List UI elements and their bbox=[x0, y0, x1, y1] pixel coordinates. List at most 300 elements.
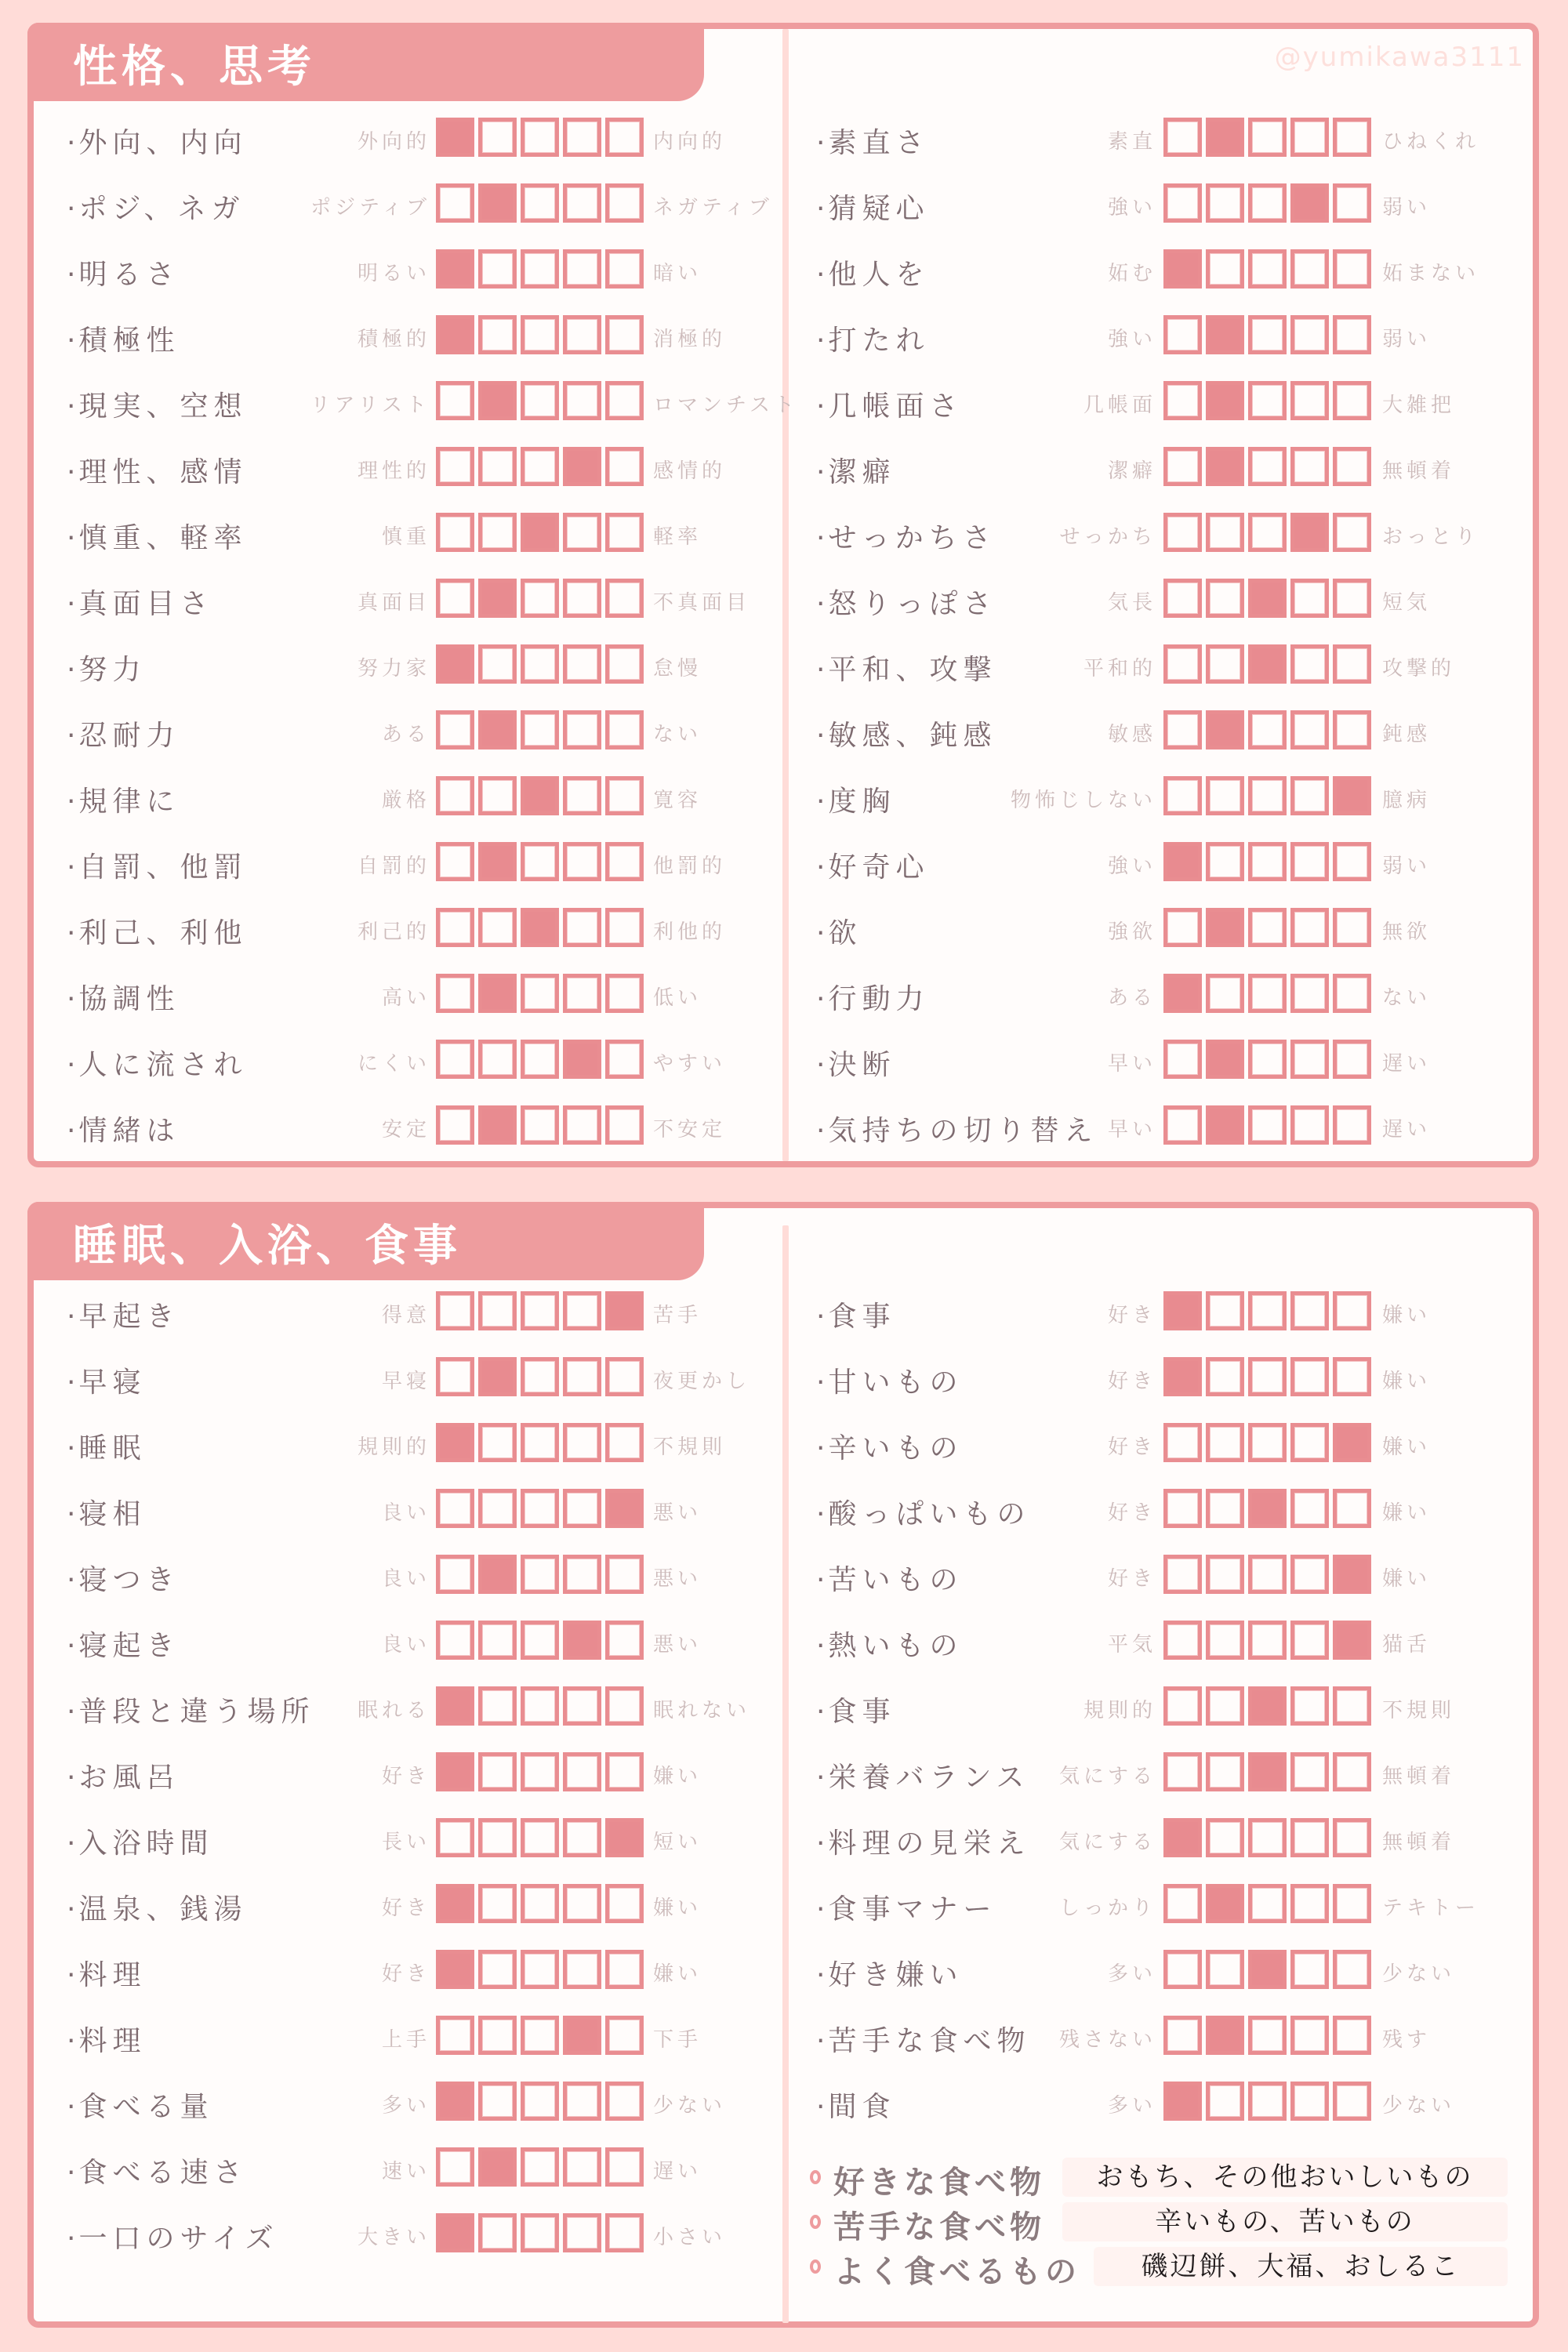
rating-box[interactable] bbox=[605, 1621, 644, 1660]
rating-box[interactable] bbox=[478, 249, 517, 289]
rating-box[interactable] bbox=[1290, 447, 1329, 486]
rating-box[interactable] bbox=[1248, 908, 1287, 947]
rating-box[interactable] bbox=[1290, 1040, 1329, 1079]
rating-box-selected[interactable] bbox=[1163, 1818, 1202, 1857]
rating-box[interactable] bbox=[1290, 1357, 1329, 1396]
rating-box[interactable] bbox=[1206, 1621, 1244, 1660]
rating-box[interactable] bbox=[1248, 315, 1287, 354]
rating-box[interactable] bbox=[436, 447, 474, 486]
rating-box-selected[interactable] bbox=[478, 1555, 517, 1594]
rating-box[interactable] bbox=[478, 2082, 517, 2121]
rating-box[interactable] bbox=[436, 381, 474, 420]
rating-box-selected[interactable] bbox=[1290, 513, 1329, 552]
rating-box[interactable] bbox=[1163, 1105, 1202, 1145]
rating-box[interactable] bbox=[563, 513, 601, 552]
rating-box[interactable] bbox=[1163, 1489, 1202, 1528]
rating-box[interactable] bbox=[1248, 2082, 1287, 2121]
rating-box-selected[interactable] bbox=[1333, 1555, 1371, 1594]
rating-box[interactable] bbox=[1206, 1818, 1244, 1857]
rating-box[interactable] bbox=[563, 1818, 601, 1857]
rating-box[interactable] bbox=[1290, 1686, 1329, 1726]
rating-box-selected[interactable] bbox=[436, 249, 474, 289]
rating-box[interactable] bbox=[1163, 315, 1202, 354]
rating-box[interactable] bbox=[478, 776, 517, 815]
rating-box-selected[interactable] bbox=[563, 1621, 601, 1660]
rating-box[interactable] bbox=[1248, 842, 1287, 881]
rating-box-selected[interactable] bbox=[1248, 579, 1287, 618]
rating-box-selected[interactable] bbox=[478, 974, 517, 1013]
rating-box[interactable] bbox=[605, 513, 644, 552]
rating-box[interactable] bbox=[478, 1752, 517, 1791]
rating-box[interactable] bbox=[436, 842, 474, 881]
rating-box[interactable] bbox=[605, 2147, 644, 2187]
rating-box[interactable] bbox=[521, 1291, 559, 1330]
rating-box[interactable] bbox=[1290, 315, 1329, 354]
rating-box[interactable] bbox=[521, 2016, 559, 2055]
rating-box-selected[interactable] bbox=[521, 908, 559, 947]
rating-box-selected[interactable] bbox=[478, 710, 517, 750]
rating-box[interactable] bbox=[521, 183, 559, 223]
rating-box[interactable] bbox=[1206, 579, 1244, 618]
rating-box[interactable] bbox=[1163, 118, 1202, 157]
rating-box[interactable] bbox=[521, 579, 559, 618]
rating-box-selected[interactable] bbox=[563, 447, 601, 486]
rating-box[interactable] bbox=[1333, 579, 1371, 618]
rating-box[interactable] bbox=[605, 1950, 644, 1989]
rating-box[interactable] bbox=[605, 1357, 644, 1396]
rating-box[interactable] bbox=[1290, 908, 1329, 947]
rating-box[interactable] bbox=[1248, 1291, 1287, 1330]
rating-box[interactable] bbox=[563, 579, 601, 618]
rating-box[interactable] bbox=[563, 1950, 601, 1989]
rating-box[interactable] bbox=[563, 1752, 601, 1791]
rating-box[interactable] bbox=[563, 1105, 601, 1145]
rating-box-selected[interactable] bbox=[605, 1291, 644, 1330]
rating-box-selected[interactable] bbox=[478, 1105, 517, 1145]
rating-box[interactable] bbox=[1290, 2082, 1329, 2121]
rating-box[interactable] bbox=[1333, 644, 1371, 684]
rating-box[interactable] bbox=[521, 1489, 559, 1528]
rating-box[interactable] bbox=[1206, 1752, 1244, 1791]
rating-box[interactable] bbox=[436, 1818, 474, 1857]
rating-box-selected[interactable] bbox=[478, 579, 517, 618]
rating-box[interactable] bbox=[563, 183, 601, 223]
rating-box[interactable] bbox=[478, 1489, 517, 1528]
rating-box[interactable] bbox=[521, 1686, 559, 1726]
rating-box[interactable] bbox=[1206, 183, 1244, 223]
rating-box[interactable] bbox=[1333, 1884, 1371, 1923]
rating-box[interactable] bbox=[521, 249, 559, 289]
rating-box[interactable] bbox=[436, 513, 474, 552]
rating-box[interactable] bbox=[478, 513, 517, 552]
rating-box[interactable] bbox=[605, 2082, 644, 2121]
rating-box[interactable] bbox=[1248, 776, 1287, 815]
rating-box[interactable] bbox=[1290, 1105, 1329, 1145]
rating-box[interactable] bbox=[563, 118, 601, 157]
rating-box[interactable] bbox=[1206, 1686, 1244, 1726]
rating-box[interactable] bbox=[478, 1884, 517, 1923]
rating-box[interactable] bbox=[1290, 579, 1329, 618]
rating-box[interactable] bbox=[436, 908, 474, 947]
rating-box[interactable] bbox=[1248, 1818, 1287, 1857]
rating-box-selected[interactable] bbox=[1206, 1105, 1244, 1145]
rating-box[interactable] bbox=[1333, 974, 1371, 1013]
rating-box[interactable] bbox=[521, 2082, 559, 2121]
rating-box[interactable] bbox=[478, 1950, 517, 1989]
rating-box[interactable] bbox=[1163, 183, 1202, 223]
rating-box[interactable] bbox=[1248, 1357, 1287, 1396]
rating-box[interactable] bbox=[1333, 842, 1371, 881]
rating-box-selected[interactable] bbox=[1248, 1752, 1287, 1791]
rating-box[interactable] bbox=[436, 183, 474, 223]
rating-box[interactable] bbox=[1248, 183, 1287, 223]
rating-box[interactable] bbox=[563, 315, 601, 354]
rating-box[interactable] bbox=[1248, 513, 1287, 552]
rating-box[interactable] bbox=[521, 1105, 559, 1145]
rating-box[interactable] bbox=[1333, 315, 1371, 354]
rating-box-selected[interactable] bbox=[563, 2016, 601, 2055]
rating-box[interactable] bbox=[1290, 1423, 1329, 1462]
rating-box[interactable] bbox=[563, 1357, 601, 1396]
rating-box-selected[interactable] bbox=[436, 1752, 474, 1791]
rating-box-selected[interactable] bbox=[1248, 1950, 1287, 1989]
rating-box[interactable] bbox=[436, 579, 474, 618]
rating-box[interactable] bbox=[1248, 1884, 1287, 1923]
rating-box[interactable] bbox=[521, 315, 559, 354]
rating-box[interactable] bbox=[1206, 644, 1244, 684]
rating-box[interactable] bbox=[1290, 2016, 1329, 2055]
rating-box[interactable] bbox=[521, 644, 559, 684]
rating-box[interactable] bbox=[1248, 1105, 1287, 1145]
rating-box[interactable] bbox=[605, 2016, 644, 2055]
rating-box-selected[interactable] bbox=[478, 183, 517, 223]
rating-box[interactable] bbox=[1290, 1884, 1329, 1923]
rating-box[interactable] bbox=[605, 315, 644, 354]
rating-box[interactable] bbox=[1163, 908, 1202, 947]
rating-box[interactable] bbox=[1290, 644, 1329, 684]
rating-box[interactable] bbox=[521, 381, 559, 420]
rating-box[interactable] bbox=[1290, 1752, 1329, 1791]
rating-box[interactable] bbox=[605, 1423, 644, 1462]
rating-box[interactable] bbox=[1163, 513, 1202, 552]
rating-box-selected[interactable] bbox=[1248, 1489, 1287, 1528]
rating-box[interactable] bbox=[1163, 776, 1202, 815]
rating-box-selected[interactable] bbox=[478, 2147, 517, 2187]
rating-box-selected[interactable] bbox=[1333, 1423, 1371, 1462]
rating-box[interactable] bbox=[1248, 974, 1287, 1013]
rating-box[interactable] bbox=[521, 974, 559, 1013]
rating-box[interactable] bbox=[1333, 1105, 1371, 1145]
rating-box[interactable] bbox=[478, 2016, 517, 2055]
rating-box[interactable] bbox=[1333, 249, 1371, 289]
rating-box-selected[interactable] bbox=[1248, 1686, 1287, 1726]
rating-box[interactable] bbox=[1163, 381, 1202, 420]
rating-box-selected[interactable] bbox=[436, 1884, 474, 1923]
rating-box[interactable] bbox=[1290, 1621, 1329, 1660]
rating-box[interactable] bbox=[436, 1621, 474, 1660]
rating-box[interactable] bbox=[521, 2147, 559, 2187]
rating-box[interactable] bbox=[521, 1423, 559, 1462]
rating-box[interactable] bbox=[521, 118, 559, 157]
rating-box-selected[interactable] bbox=[1163, 2082, 1202, 2121]
rating-box[interactable] bbox=[1290, 118, 1329, 157]
rating-box[interactable] bbox=[436, 2147, 474, 2187]
rating-box[interactable] bbox=[563, 1489, 601, 1528]
rating-box[interactable] bbox=[1206, 1291, 1244, 1330]
rating-box[interactable] bbox=[1206, 842, 1244, 881]
rating-box[interactable] bbox=[1333, 118, 1371, 157]
rating-box-selected[interactable] bbox=[1206, 118, 1244, 157]
rating-box[interactable] bbox=[1206, 1555, 1244, 1594]
rating-box[interactable] bbox=[521, 1884, 559, 1923]
rating-box-selected[interactable] bbox=[1163, 249, 1202, 289]
rating-box-selected[interactable] bbox=[1163, 974, 1202, 1013]
rating-box-selected[interactable] bbox=[1163, 1357, 1202, 1396]
rating-box[interactable] bbox=[605, 776, 644, 815]
rating-box[interactable] bbox=[1163, 2016, 1202, 2055]
rating-box[interactable] bbox=[1333, 381, 1371, 420]
rating-box[interactable] bbox=[1206, 1357, 1244, 1396]
rating-box[interactable] bbox=[436, 710, 474, 750]
rating-box[interactable] bbox=[1163, 1686, 1202, 1726]
rating-box[interactable] bbox=[605, 1555, 644, 1594]
rating-box[interactable] bbox=[521, 1357, 559, 1396]
rating-box[interactable] bbox=[1163, 1555, 1202, 1594]
rating-box[interactable] bbox=[1333, 1950, 1371, 1989]
rating-box[interactable] bbox=[1206, 513, 1244, 552]
rating-box[interactable] bbox=[478, 1423, 517, 1462]
rating-box[interactable] bbox=[605, 2213, 644, 2252]
rating-box[interactable] bbox=[563, 1555, 601, 1594]
rating-box-selected[interactable] bbox=[1206, 710, 1244, 750]
rating-box[interactable] bbox=[521, 447, 559, 486]
rating-box-selected[interactable] bbox=[1206, 908, 1244, 947]
rating-box[interactable] bbox=[478, 1818, 517, 1857]
rating-box[interactable] bbox=[1163, 1423, 1202, 1462]
rating-box[interactable] bbox=[563, 644, 601, 684]
rating-box[interactable] bbox=[436, 1555, 474, 1594]
rating-box[interactable] bbox=[1248, 118, 1287, 157]
rating-box-selected[interactable] bbox=[1333, 1621, 1371, 1660]
rating-box[interactable] bbox=[1333, 1357, 1371, 1396]
rating-box[interactable] bbox=[478, 644, 517, 684]
rating-box[interactable] bbox=[521, 1950, 559, 1989]
rating-box[interactable] bbox=[1333, 2016, 1371, 2055]
rating-box[interactable] bbox=[436, 776, 474, 815]
rating-box[interactable] bbox=[1206, 2082, 1244, 2121]
rating-box[interactable] bbox=[563, 842, 601, 881]
rating-box[interactable] bbox=[436, 1489, 474, 1528]
rating-box[interactable] bbox=[605, 447, 644, 486]
rating-box[interactable] bbox=[436, 1357, 474, 1396]
rating-box-selected[interactable] bbox=[436, 315, 474, 354]
rating-box-selected[interactable] bbox=[1290, 183, 1329, 223]
rating-box[interactable] bbox=[563, 1423, 601, 1462]
rating-box-selected[interactable] bbox=[436, 2213, 474, 2252]
rating-box[interactable] bbox=[563, 776, 601, 815]
rating-box[interactable] bbox=[1290, 1291, 1329, 1330]
rating-box[interactable] bbox=[563, 2082, 601, 2121]
rating-box[interactable] bbox=[1248, 1555, 1287, 1594]
rating-box[interactable] bbox=[1333, 1291, 1371, 1330]
rating-box[interactable] bbox=[478, 1621, 517, 1660]
rating-box[interactable] bbox=[1333, 908, 1371, 947]
rating-box-selected[interactable] bbox=[436, 118, 474, 157]
rating-box[interactable] bbox=[1163, 447, 1202, 486]
rating-box-selected[interactable] bbox=[521, 513, 559, 552]
rating-box[interactable] bbox=[521, 1555, 559, 1594]
rating-box[interactable] bbox=[1290, 1818, 1329, 1857]
rating-box[interactable] bbox=[1290, 249, 1329, 289]
rating-box[interactable] bbox=[1290, 776, 1329, 815]
rating-box[interactable] bbox=[1248, 1423, 1287, 1462]
rating-box-selected[interactable] bbox=[436, 1950, 474, 1989]
rating-box[interactable] bbox=[605, 249, 644, 289]
rating-box[interactable] bbox=[1290, 842, 1329, 881]
rating-box[interactable] bbox=[1333, 513, 1371, 552]
rating-box[interactable] bbox=[1333, 1489, 1371, 1528]
rating-box[interactable] bbox=[1333, 710, 1371, 750]
rating-box-selected[interactable] bbox=[1248, 644, 1287, 684]
rating-box[interactable] bbox=[563, 1884, 601, 1923]
rating-box[interactable] bbox=[436, 2016, 474, 2055]
rating-box-selected[interactable] bbox=[563, 1040, 601, 1079]
rating-box[interactable] bbox=[1163, 1752, 1202, 1791]
rating-box[interactable] bbox=[1248, 1040, 1287, 1079]
rating-box[interactable] bbox=[605, 908, 644, 947]
rating-box[interactable] bbox=[1206, 1489, 1244, 1528]
rating-box-selected[interactable] bbox=[1206, 1884, 1244, 1923]
rating-box[interactable] bbox=[1290, 381, 1329, 420]
rating-box[interactable] bbox=[1163, 1950, 1202, 1989]
rating-box[interactable] bbox=[1206, 1423, 1244, 1462]
rating-box-selected[interactable] bbox=[521, 776, 559, 815]
rating-box[interactable] bbox=[1333, 183, 1371, 223]
rating-box[interactable] bbox=[478, 1291, 517, 1330]
rating-box[interactable] bbox=[563, 381, 601, 420]
rating-box[interactable] bbox=[563, 2147, 601, 2187]
rating-box-selected[interactable] bbox=[436, 2082, 474, 2121]
rating-box[interactable] bbox=[521, 1818, 559, 1857]
rating-box[interactable] bbox=[563, 974, 601, 1013]
rating-box[interactable] bbox=[436, 1105, 474, 1145]
rating-box[interactable] bbox=[1248, 249, 1287, 289]
rating-box[interactable] bbox=[521, 2213, 559, 2252]
rating-box[interactable] bbox=[563, 1686, 601, 1726]
rating-box[interactable] bbox=[605, 842, 644, 881]
rating-box-selected[interactable] bbox=[436, 1423, 474, 1462]
rating-box[interactable] bbox=[605, 1884, 644, 1923]
rating-box[interactable] bbox=[1163, 710, 1202, 750]
rating-box[interactable] bbox=[1290, 1489, 1329, 1528]
rating-box[interactable] bbox=[605, 1105, 644, 1145]
rating-box[interactable] bbox=[563, 1291, 601, 1330]
rating-box[interactable] bbox=[478, 2213, 517, 2252]
rating-box-selected[interactable] bbox=[1206, 447, 1244, 486]
rating-box[interactable] bbox=[1206, 1950, 1244, 1989]
rating-box[interactable] bbox=[1206, 249, 1244, 289]
rating-box[interactable] bbox=[1290, 974, 1329, 1013]
rating-box[interactable] bbox=[1163, 1040, 1202, 1079]
rating-box-selected[interactable] bbox=[478, 842, 517, 881]
rating-box[interactable] bbox=[605, 974, 644, 1013]
rating-box-selected[interactable] bbox=[605, 1489, 644, 1528]
rating-box[interactable] bbox=[605, 710, 644, 750]
rating-box[interactable] bbox=[1163, 579, 1202, 618]
rating-box[interactable] bbox=[605, 1686, 644, 1726]
rating-box[interactable] bbox=[521, 842, 559, 881]
rating-box[interactable] bbox=[1248, 381, 1287, 420]
rating-box[interactable] bbox=[563, 249, 601, 289]
rating-box[interactable] bbox=[563, 908, 601, 947]
rating-box-selected[interactable] bbox=[478, 381, 517, 420]
rating-box[interactable] bbox=[1333, 1752, 1371, 1791]
rating-box[interactable] bbox=[1163, 1621, 1202, 1660]
rating-box[interactable] bbox=[605, 579, 644, 618]
rating-box[interactable] bbox=[563, 710, 601, 750]
rating-box-selected[interactable] bbox=[605, 1818, 644, 1857]
rating-box[interactable] bbox=[1206, 776, 1244, 815]
rating-box[interactable] bbox=[1333, 2082, 1371, 2121]
rating-box[interactable] bbox=[605, 1040, 644, 1079]
rating-box[interactable] bbox=[436, 1040, 474, 1079]
rating-box-selected[interactable] bbox=[478, 1357, 517, 1396]
rating-box-selected[interactable] bbox=[1163, 842, 1202, 881]
rating-box[interactable] bbox=[605, 644, 644, 684]
rating-box[interactable] bbox=[1163, 644, 1202, 684]
rating-box[interactable] bbox=[605, 1752, 644, 1791]
rating-box[interactable] bbox=[1333, 1040, 1371, 1079]
rating-box-selected[interactable] bbox=[1333, 776, 1371, 815]
rating-box[interactable] bbox=[1290, 1950, 1329, 1989]
rating-box[interactable] bbox=[478, 118, 517, 157]
rating-box[interactable] bbox=[478, 908, 517, 947]
rating-box[interactable] bbox=[521, 1040, 559, 1079]
rating-box[interactable] bbox=[436, 1291, 474, 1330]
rating-box-selected[interactable] bbox=[1206, 2016, 1244, 2055]
rating-box-selected[interactable] bbox=[436, 1686, 474, 1726]
rating-box[interactable] bbox=[1248, 2016, 1287, 2055]
rating-box[interactable] bbox=[1333, 1686, 1371, 1726]
rating-box-selected[interactable] bbox=[1206, 1040, 1244, 1079]
rating-box[interactable] bbox=[605, 118, 644, 157]
rating-box[interactable] bbox=[563, 2213, 601, 2252]
rating-box[interactable] bbox=[605, 183, 644, 223]
rating-box-selected[interactable] bbox=[1206, 381, 1244, 420]
rating-box[interactable] bbox=[1248, 447, 1287, 486]
rating-box-selected[interactable] bbox=[1163, 1291, 1202, 1330]
rating-box[interactable] bbox=[478, 1686, 517, 1726]
rating-box[interactable] bbox=[1290, 710, 1329, 750]
rating-box[interactable] bbox=[478, 447, 517, 486]
rating-box[interactable] bbox=[1333, 447, 1371, 486]
rating-box[interactable] bbox=[1206, 974, 1244, 1013]
rating-box-selected[interactable] bbox=[1206, 315, 1244, 354]
rating-box[interactable] bbox=[521, 710, 559, 750]
rating-box-selected[interactable] bbox=[436, 644, 474, 684]
rating-box[interactable] bbox=[1290, 1555, 1329, 1594]
rating-box[interactable] bbox=[521, 1621, 559, 1660]
rating-box[interactable] bbox=[521, 1752, 559, 1791]
rating-box[interactable] bbox=[478, 315, 517, 354]
rating-box[interactable] bbox=[1248, 1621, 1287, 1660]
rating-box[interactable] bbox=[1248, 710, 1287, 750]
rating-box[interactable] bbox=[605, 381, 644, 420]
rating-box[interactable] bbox=[1333, 1818, 1371, 1857]
rating-box[interactable] bbox=[436, 974, 474, 1013]
rating-box[interactable] bbox=[478, 1040, 517, 1079]
rating-box[interactable] bbox=[1163, 1884, 1202, 1923]
